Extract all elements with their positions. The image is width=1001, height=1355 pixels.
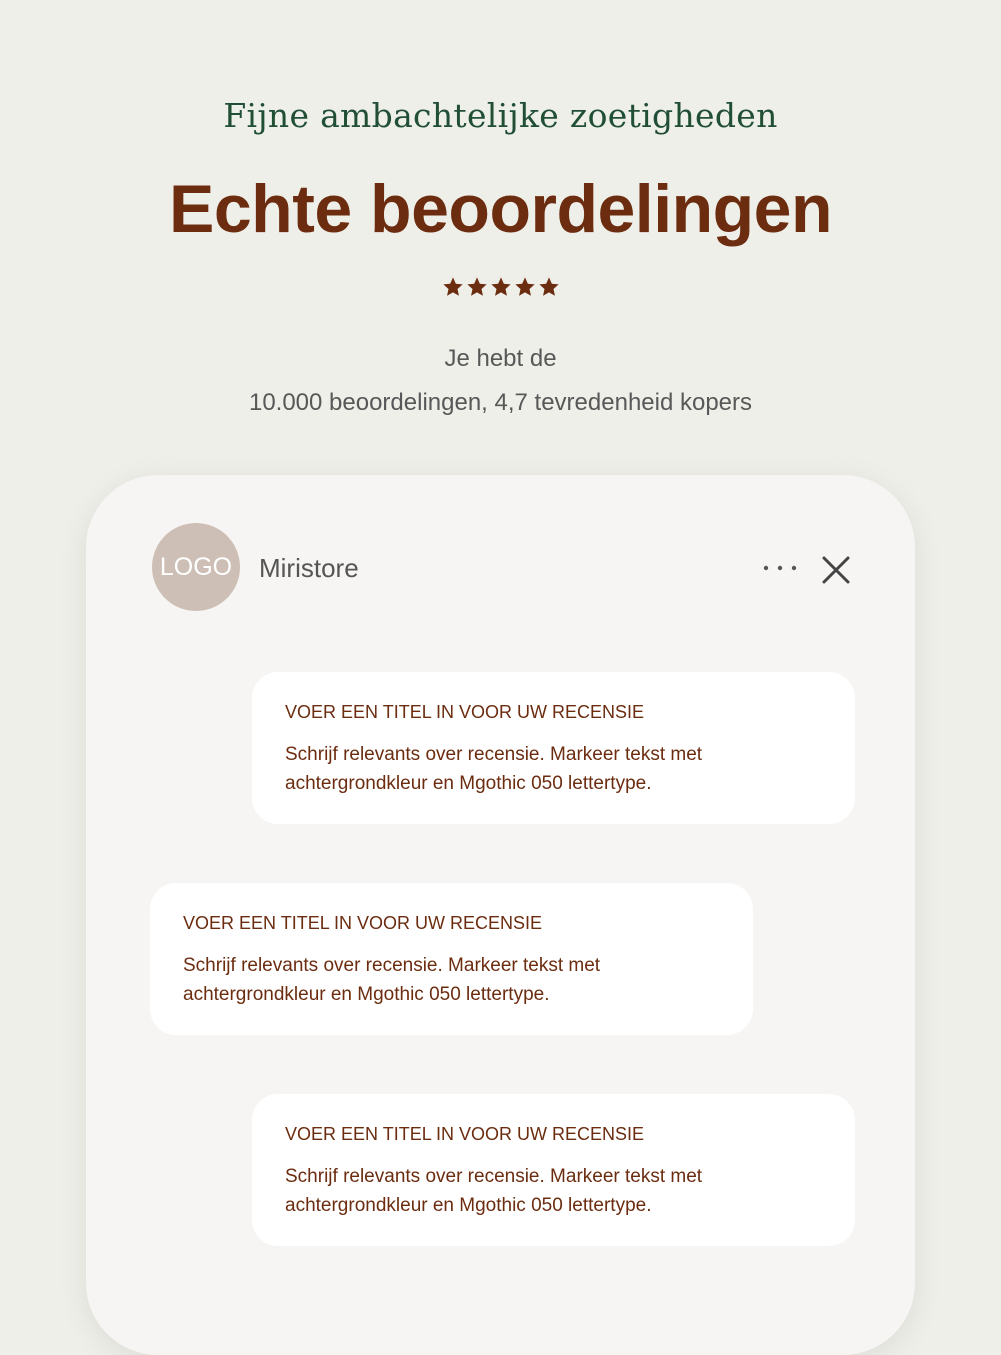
star-icon <box>442 276 464 298</box>
review-text: Schrijf relevants over recensie. Markeer tekst met achtergrondkleur en Mgothic 050 lettertype. <box>285 744 703 794</box>
chat-card <box>86 475 915 1355</box>
review-bubble <box>252 1094 855 1246</box>
star-icon <box>490 276 512 298</box>
page-subtitle: Fijne ambachtelijke zoetigheden <box>223 96 778 135</box>
star-icon <box>466 276 488 298</box>
logo-text: LOGO <box>159 552 233 581</box>
page-title: Echte beoordelingen <box>168 171 833 247</box>
description-line-1: Je hebt de <box>444 345 557 372</box>
description-line-2: 10.000 beoordelingen, 4,7 tevredenheid kopers <box>248 389 753 416</box>
review-bubble <box>150 883 753 1035</box>
more-button[interactable] <box>758 553 802 583</box>
review-text: Schrijf relevants over recensie. Markeer tekst met achtergrondkleur en Mgothic 050 lettertype. <box>285 1166 703 1216</box>
star-rating <box>0 276 1001 298</box>
review-bubble <box>252 672 855 824</box>
more-horizontal-icon <box>760 563 800 573</box>
star-icon <box>514 276 536 298</box>
review-title: VOER EEN TITEL IN VOOR UW RECENSIE <box>285 702 645 722</box>
store-name: Miristore <box>259 553 359 583</box>
review-title: VOER EEN TITEL IN VOOR UW RECENSIE <box>285 1124 645 1144</box>
review-text: Schrijf relevants over recensie. Markeer tekst met achtergrondkleur en Mgothic 050 lettertype. <box>183 955 601 1005</box>
close-icon <box>819 553 853 587</box>
avatar <box>152 523 240 611</box>
star-icon <box>538 276 560 298</box>
close-button[interactable] <box>819 553 853 587</box>
review-title: VOER EEN TITEL IN VOOR UW RECENSIE <box>183 913 543 933</box>
